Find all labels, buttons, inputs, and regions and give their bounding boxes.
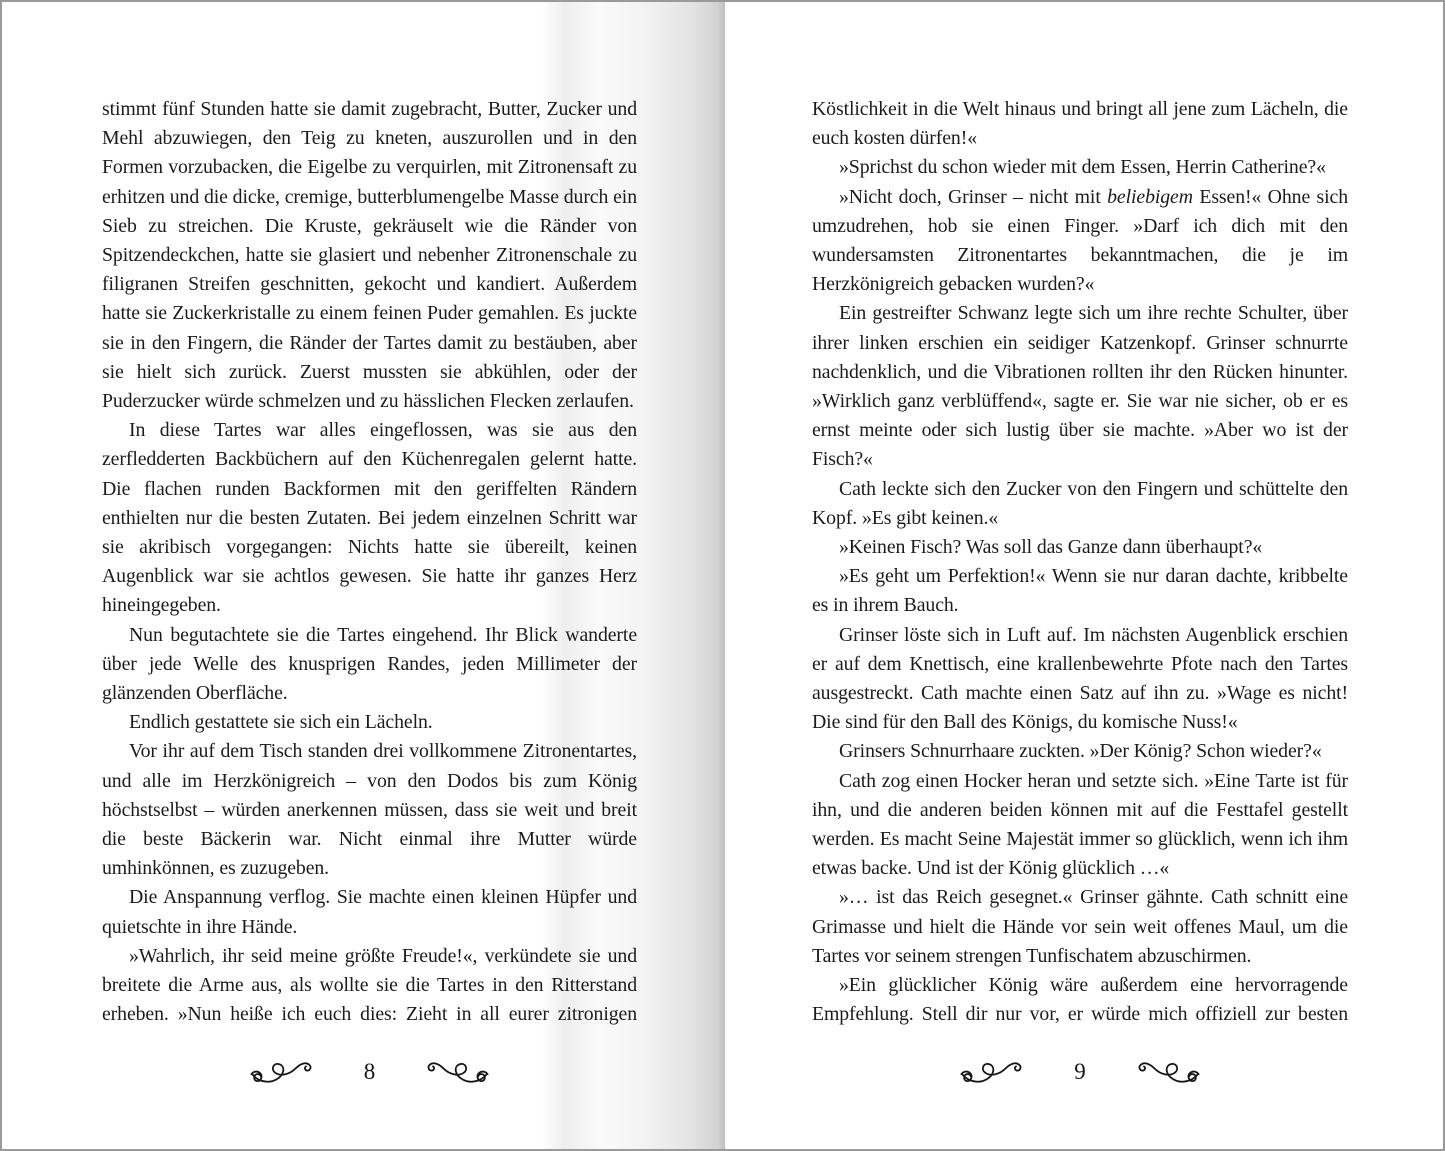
flourish-icon [1116,1055,1200,1089]
paragraph: »Keinen Fisch? Was soll das Ganze dann überhaupt?« [839,536,1263,559]
paragraph: stimmt fünf Stunden hatte sie damit zugebracht, Butter, Zucker und Mehl abzuwiegen, den Teig zu kneten, auszurollen und in den Formen vorzubacken, die Eigelbe zu verquirlen, mit Zitronensaft zu erhitzen und die dicke, cremige, butterblumengelbe Masse durch ein Sieb zu streichen. Die Kruste, gekräuselt wie die Ränder von Spitzendeckchen, hatte sie glasiert und nebenher Zitronenschale zu filigranen Streifen geschnitten, gekocht und kandiert. Außerdem hatte sie Zuckerkristalle zu einem feinen Puder gemahlen. Es juckte sie in den Fingern, die Ränder der Tartes damit zu bestäuben, aber sie hielt sich zurück. Zuerst mussten sie abkühlen, oder der Puderzucker würde schmelzen und zu hässlichen Flecken zerlaufen. [102,98,637,413]
flourish-icon [405,1055,489,1089]
paragraph: Cath zog einen Hocker heran und setzte sich. »Eine Tarte ist für ihn, und die anderen beiden können mit auf die Festtafel gestellt werden. Es macht Seine Majestät immer so glücklich, wenn ich ihm etwas backe. Und ist der König glücklich …« [812,769,1348,880]
paragraph: Grinser löste sich in Luft auf. Im nächsten Augenblick erschien er auf dem Knettisch, eine krallenbewehrte Pfote nach den Tartes ausgestreckt. Cath machte einen Satz auf ihn zu. »Wage es nicht! Die sind für den Ball des Königs, du komische Nuss!« [812,623,1348,734]
page-number: 8 [363,1059,376,1084]
left-page-footer [102,1050,637,1094]
paragraph: »Ein glücklicher König wäre außerdem eine hervorragende Empfehlung. Stell dir nur vor, er würde mich offiziell zur besten [812,974,1348,1026]
paragraph-segment: Essen!« Ohne sich umzudrehen, hob sie einen Finger. »Darf ich dich mit den wundersamsten Zitronentartes bekanntmachen, die je im Herzkönigreich gebacken wurden?« [812,185,1348,296]
right-page-footer [812,1050,1348,1094]
page-number: 9 [1074,1059,1086,1084]
paragraph: »Sprichst du schon wieder mit dem Essen, Herrin Catherine?« [839,156,1326,179]
paragraph: Endlich gestattete sie sich ein Lächeln. [129,711,433,734]
paragraph: Grinsers Schnurrhaare zuckten. »Der König? Schon wieder?« [839,740,1322,763]
paragraph-segment: »Nicht doch, Grinser – nicht mit [839,185,1108,208]
paragraph: Cath leckte sich den Zucker von den Fingern und schüttelte den Kopf. »Es gibt keinen.« [812,477,1348,529]
paragraph: »Es geht um Perfektion!« Wenn sie nur daran dachte, kribbelte es in ihrem Bauch. [812,565,1348,617]
right-page-text-column [812,95,1348,1030]
paragraph: Köstlichkeit in die Welt hinaus und bringt all jene zum Lächeln, die euch kosten dürfen!« [812,98,1348,150]
paragraph: Nun begutachtete sie die Tartes eingehend. Ihr Blick wanderte über jede Welle des knusprigen Randes, jeden Millimeter der glänzenden Oberfläche. [102,623,637,705]
left-page [2,2,725,1149]
right-page [725,2,1443,1149]
left-page-text-column [102,95,637,1030]
paragraph [812,183,1348,300]
paragraph: In diese Tartes war alles eingeflossen, was sie aus den zerfledderten Backbüchern auf den Küchenregalen gelernt hatte. Die flachen runden Backformen mit den geriffelten Rändern enthielten nur die besten Zutaten. Bei jedem einzelnen Schritt war sie akribisch vorgegangen: Nichts hatte sie übereilt, keinen Augenblick war sie achtlos gewesen. Sie hatte ihr ganzes Herz hineingegeben. [102,419,637,617]
paragraph: Vor ihr auf dem Tisch standen drei vollkommene Zitronentartes, und alle im Herzkönigreich – von den Dodos bis zum König höchstselbst – würden anerkennen müssen, dass sie weit und breit die beste Bäckerin war. Nicht einmal ihre Mutter würde umhinkönnen, es zuzugeben. [102,740,637,880]
paragraph: Ein gestreifter Schwanz legte sich um ihre rechte Schulter, über ihrer linken erschien ein seidiger Katzenkopf. Grinser schnurrte nachdenklich, und die Vibrationen rollten ihr den Rücken hinunter. »Wirklich ganz verblüffend«, sagte er. Sie war nie sicher, ob er es ernst meinte oder sich lustig über sie machte. »Aber wo ist der Fisch?« [812,302,1348,471]
flourish-icon [960,1055,1044,1089]
paragraph: »Wahrlich, ihr seid meine größte Freude!«, verkündete sie und breitete die Arme aus, als wollte sie die Tartes in den Ritterstand erheben. »Nun heiße ich euch dies: Zieht in all eurer zitronigen [102,944,637,1026]
flourish-icon [250,1055,334,1089]
paragraph: Die Anspannung verflog. Sie machte einen kleinen Hüpfer und quietschte in ihre Hände. [102,886,637,938]
paragraph: »… ist das Reich gesegnet.« Grinser gähnte. Cath schnitt eine Grimasse und hielt die Hände vor sein weit offenes Maul, um die Tartes vor seinem strengen Tunfischatem abzuschirmen. [812,886,1348,967]
paragraph-segment-italic: beliebigem [1107,185,1193,208]
